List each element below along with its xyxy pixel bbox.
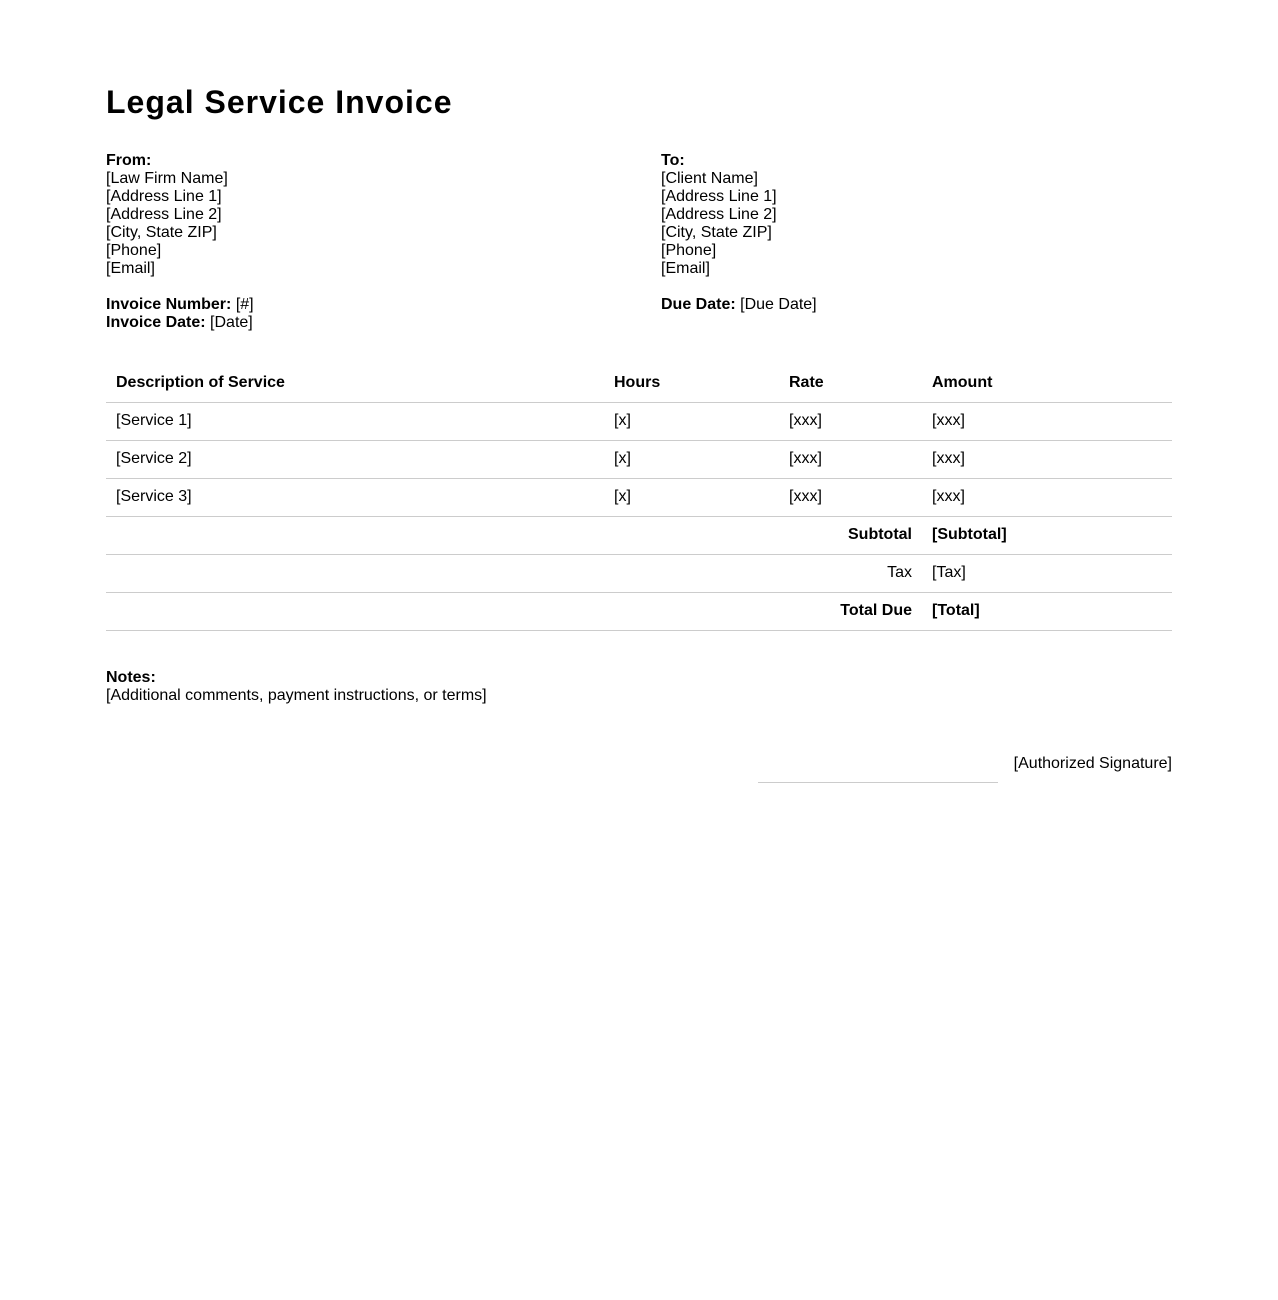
cell-description: [Service 1] [106,402,604,440]
table-row [106,478,1172,516]
signature-label: [Authorized Signature] [1013,755,1172,772]
to-block [661,152,777,278]
header-description: Description of Service [106,364,604,402]
header-rate: Rate [779,364,922,402]
to-line: [Address Line 2] [661,206,777,223]
table-header-row [106,364,1172,402]
from-line: [Law Firm Name] [106,170,228,187]
to-line: [Address Line 1] [661,188,777,205]
from-line: [Address Line 1] [106,188,222,205]
invoice-date-label: Invoice Date: [106,314,206,331]
total-label: Total Due [106,592,922,630]
table-row [106,440,1172,478]
page-title: Legal Service Invoice [106,84,453,120]
cell-rate: [xxx] [779,478,922,516]
invoice-date-value: [Date] [210,314,253,331]
cell-amount: [xxx] [922,478,1172,516]
to-line: [Email] [661,260,710,277]
due-date-label: Due Date: [661,296,736,313]
due-date-value: [Due Date] [740,296,817,313]
cell-hours: [x] [604,478,779,516]
invoice-number-label: Invoice Number: [106,296,232,313]
cell-rate: [xxx] [779,402,922,440]
subtotal-row [106,516,1172,554]
to-line: [City, State ZIP] [661,224,772,241]
from-line: [Email] [106,260,155,277]
due-date [661,296,817,314]
to-label: To: [661,152,685,169]
from-line: [City, State ZIP] [106,224,217,241]
notes-text: [Additional comments, payment instructions, or terms] [106,687,487,704]
from-label: From: [106,152,152,169]
cell-amount: [xxx] [922,440,1172,478]
header-hours: Hours [604,364,779,402]
from-line: [Address Line 2] [106,206,222,223]
header-amount: Amount [922,364,1172,402]
subtotal-value: [Subtotal] [922,516,1172,554]
total-value: [Total] [922,592,1172,630]
from-block [106,152,228,278]
due-meta [661,296,817,314]
invoice-number-value: [#] [235,296,254,313]
signature-line [758,782,998,783]
cell-rate: [xxx] [779,440,922,478]
tax-value: [Tax] [922,554,1172,592]
invoice-number [106,296,254,314]
table-row [106,402,1172,440]
tax-row [106,554,1172,592]
to-line: [Client Name] [661,170,758,187]
cell-description: [Service 2] [106,440,604,478]
to-line: [Phone] [661,242,717,259]
cell-hours: [x] [604,402,779,440]
total-row [106,592,1172,630]
invoice-meta [106,296,254,332]
notes-block [106,669,487,705]
notes-label: Notes: [106,669,156,686]
cell-amount: [xxx] [922,402,1172,440]
cell-hours: [x] [604,440,779,478]
cell-description: [Service 3] [106,478,604,516]
subtotal-label: Subtotal [106,516,922,554]
services-table [106,364,1172,631]
from-line: [Phone] [106,242,162,259]
tax-label: Tax [106,554,922,592]
invoice-date [106,314,254,332]
